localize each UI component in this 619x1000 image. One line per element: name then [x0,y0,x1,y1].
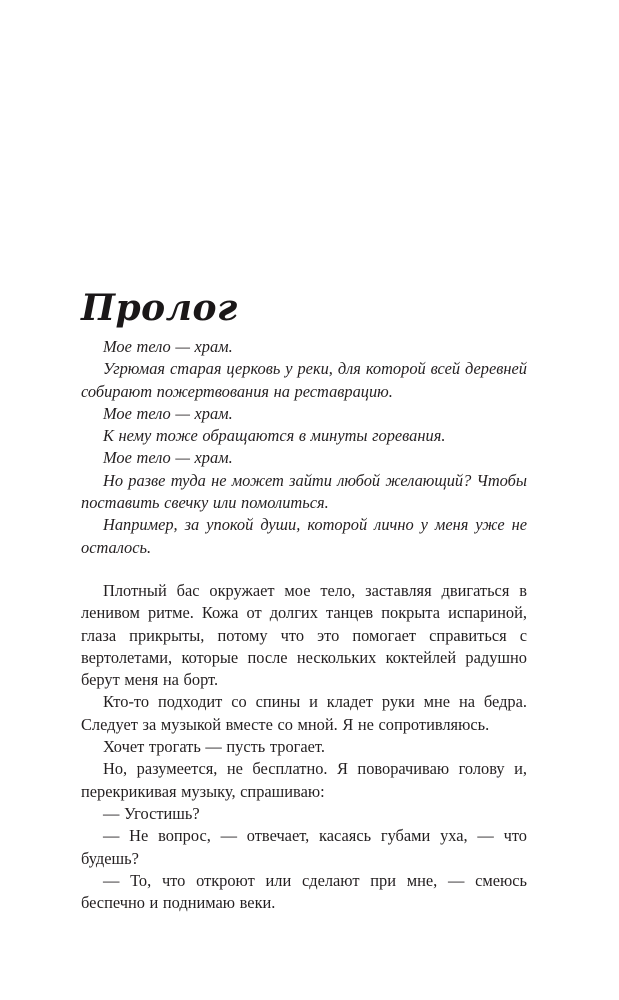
epigraph-line: Мое тело — храм. [103,403,233,423]
epigraph-line: К нему тоже обращаются в минуты горевания. [103,426,446,446]
body-paragraph: Хочет трогать — пусть трогает. [103,737,325,757]
epigraph-line: Мое тело — храм. [103,448,233,468]
body-paragraph: Кто-то подходит со спины и кладет руки мне на бедра. Следует за музыкой вместе со мной. Я не сопротивляюсь. [81,692,527,734]
body-paragraph: — То, что откроют или сделают при мне, — смеюсь беспечно и поднимаю веки. [81,870,527,913]
body-text [81,580,527,914]
epigraph-line: Например, за упокой души, которой лично у меня уже не осталось. [81,515,527,557]
chapter-title: Пролог [81,287,238,329]
epigraph-line: Но разве туда не может зайти любой желающий? Чтобы поставить свечку или помолиться. [81,470,527,513]
body-paragraph: — Угостишь? [103,803,200,823]
epigraph-line: Мое тело — храм. [103,337,233,356]
epigraph-line: Угрюмая старая церковь у реки, для которой всей деревней собирают пожертвования на реставрацию. [81,359,527,401]
body-paragraph: Плотный бас окружает мое тело, заставляя двигаться в ленивом ритме. Кожа от долгих танцев покрыта испариной, глаза прикрыты, потому что это помогает справиться с вертолетами, которые после нескольких коктейлей радушно берут меня на борт. [81,581,527,690]
book-page [81,0,527,1000]
body-paragraph: — Не вопрос, — отвечает, касаясь губами уха, — что будешь? [81,826,527,868]
epigraph [81,336,527,559]
body-paragraph: Но, разумеется, не бесплатно. Я поворачиваю голову и, перекрикивая музыку, спрашиваю: [81,759,527,801]
